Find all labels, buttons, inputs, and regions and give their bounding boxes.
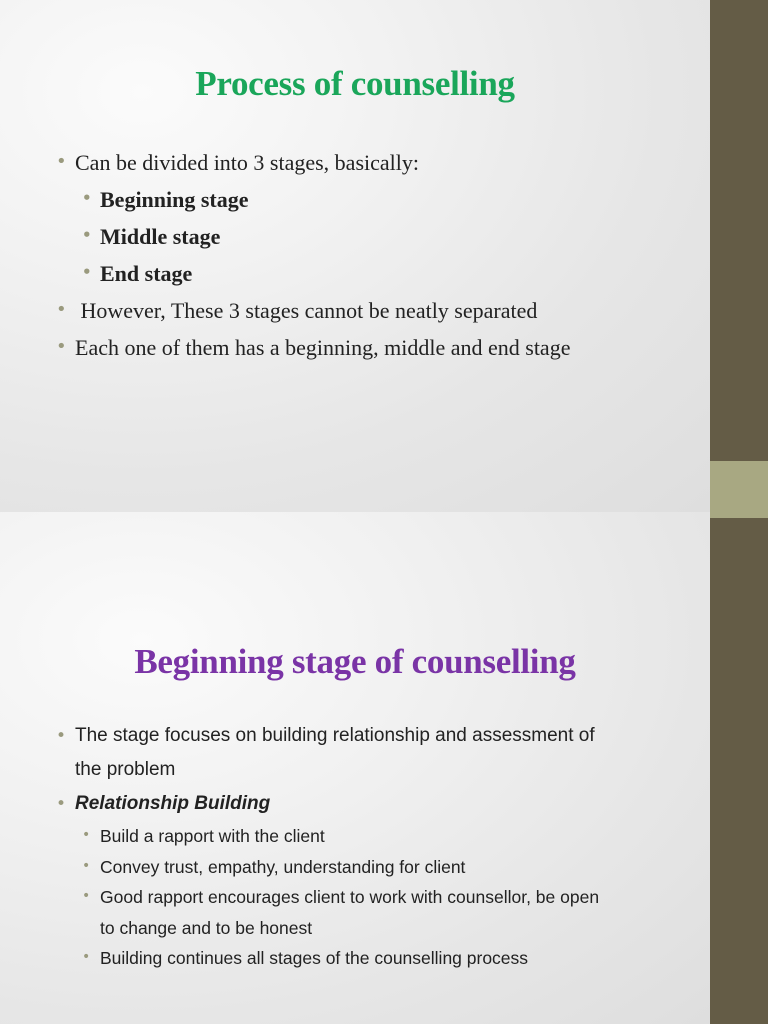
bullet-list bbox=[56, 719, 599, 974]
bullet-icon: • bbox=[82, 827, 91, 843]
list-item: • The stage focuses on building relationship and assessment of the problem bbox=[56, 719, 599, 787]
slide-title: Beginning stage of counselling bbox=[134, 642, 576, 681]
bullet-icon: • bbox=[82, 226, 92, 244]
bullet-icon: • bbox=[56, 299, 67, 320]
bullet-icon: • bbox=[82, 888, 91, 904]
list-item: • End stage bbox=[56, 257, 570, 294]
list-item: • Each one of them has a beginning, middle and end stage bbox=[56, 331, 570, 368]
bullet-icon: • bbox=[82, 949, 91, 965]
list-item: • Relationship Building bbox=[56, 787, 599, 821]
list-item: • Middle stage bbox=[56, 220, 570, 257]
bullet-icon: • bbox=[82, 263, 92, 281]
bullet-icon: • bbox=[82, 857, 91, 874]
list-item: • Building continues all stages of the counselling process bbox=[56, 943, 599, 974]
slide-title: Process of counselling bbox=[195, 64, 515, 103]
bullet-icon: • bbox=[56, 794, 67, 814]
bullet-list bbox=[56, 146, 570, 368]
list-item: • Build a rapport with the client bbox=[56, 821, 599, 852]
list-item: • Good rapport encourages client to work with counsellor, be open to change and to be honest bbox=[56, 882, 599, 943]
slide-process-of-counselling bbox=[0, 0, 710, 512]
list-item: • Convey trust, empathy, understanding for client bbox=[56, 852, 599, 883]
slide-beginning-stage bbox=[0, 512, 710, 1024]
list-item: • However, These 3 stages cannot be neatly separated bbox=[56, 294, 570, 331]
sidebar-accent-block bbox=[710, 461, 768, 518]
bullet-icon: • bbox=[56, 336, 67, 357]
bullet-icon: • bbox=[56, 726, 67, 746]
list-item: • Beginning stage bbox=[56, 183, 570, 220]
bullet-icon: • bbox=[56, 151, 67, 172]
list-item: • Can be divided into 3 stages, basically: bbox=[56, 146, 570, 183]
bullet-icon: • bbox=[82, 189, 92, 207]
